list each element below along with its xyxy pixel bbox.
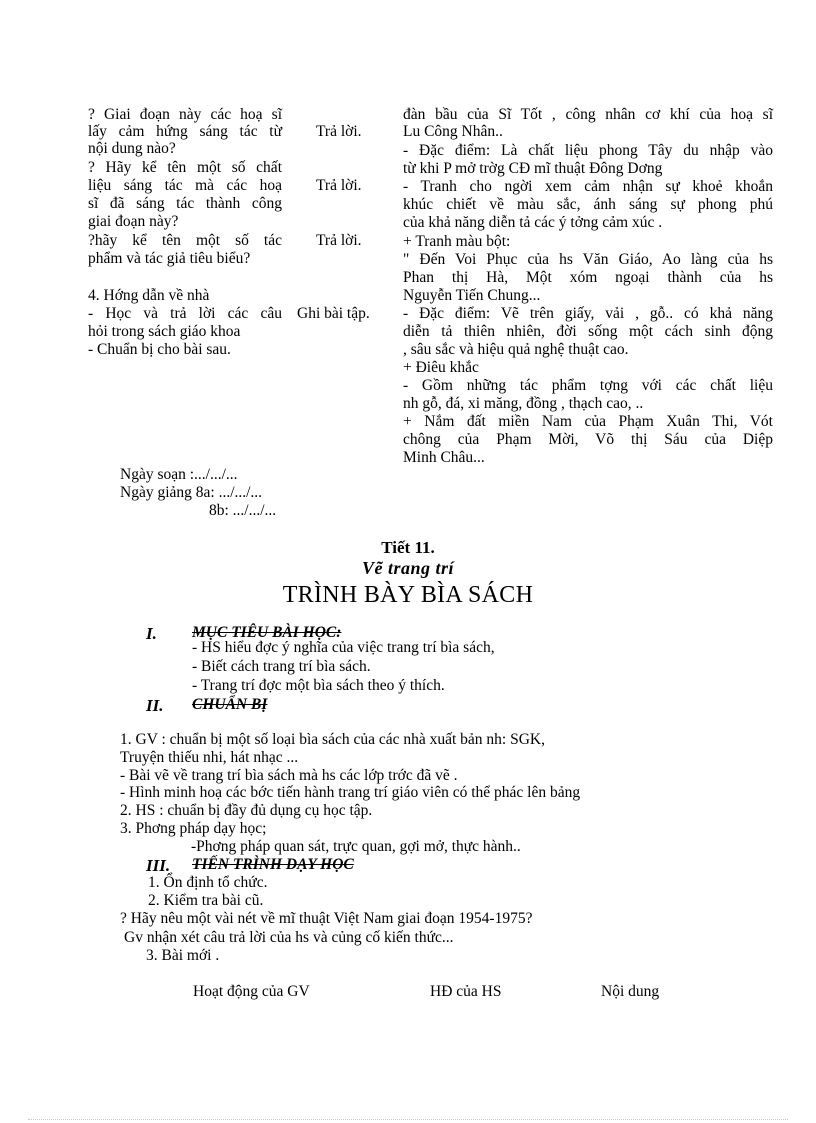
content-line: của khả năng diễn tả các ý tởng cảm xúc . [403, 214, 663, 231]
procedure-line: 2. Kiểm tra bài cũ. [148, 892, 264, 909]
content-line: " Đến Voi Phục của hs Văn Giáo, Ao làng của hs [403, 251, 773, 268]
preparation-line: 2. HS : chuẩn bị đầy đủ dụng cụ học tập. [120, 802, 373, 819]
homework-heading: 4. Hớng dẫn về nhà [88, 287, 210, 304]
section-title: TIẾN TRÌNH DẠY HỌC [192, 856, 354, 873]
question-line: sĩ đã sáng tác thành công [88, 195, 282, 212]
objective-item: - Trang trí đợc một bìa sách theo ý thích. [192, 677, 445, 694]
content-line: nh gỗ, đá, xi măng, đồng , thạch cao, .. [403, 395, 644, 412]
content-line: - Đặc điểm: Là chất liệu phong Tây du nhập vào [403, 142, 773, 159]
content-line: + Tranh màu bột: [403, 233, 511, 250]
procedure-line: ? Hãy nêu một vài nét về mĩ thuật Việt Nam giai đoạn 1954-1975? [120, 910, 533, 927]
preparation-date: Ngày soạn :.../.../... [120, 466, 238, 483]
teaching-date-8b: 8b: .../.../... [209, 502, 277, 519]
column-header-teacher: Hoạt động của GV [193, 983, 310, 1000]
preparation-line: 3. Phơng pháp dạy học; [120, 820, 267, 837]
preparation-line: 1. GV : chuẩn bị một số loại bìa sách của các nhà xuất bản nh: SGK, [120, 731, 546, 748]
question-line: ? Giai đoạn này các hoạ sĩ [88, 106, 282, 123]
teaching-date-8a: Ngày giảng 8a: .../.../... [120, 484, 263, 501]
procedure-line: 1. Ổn định tổ chức. [148, 874, 268, 891]
homework-line: - Chuẩn bị cho bài sau. [88, 341, 231, 358]
homework-line: hỏi trong sách giáo khoa [88, 323, 241, 340]
question-line: phẩm và tác giả tiêu biểu? [88, 250, 251, 267]
question-line: nội dung nào? [88, 140, 176, 157]
content-line: chông của Phạm Mời, Võ thị Sáu của Diệp [403, 431, 773, 448]
student-answer: Ghi bài tập. [297, 305, 370, 322]
content-line: Minh Châu... [403, 449, 485, 466]
procedure-line: Gv nhận xét câu trả lời của hs và củng cố kiến thức... [124, 929, 454, 946]
content-line: từ khi P mở trờg CĐ mĩ thuật Đông Dơng [403, 160, 663, 177]
content-line: + Điêu khắc [403, 359, 479, 376]
question-line: lấy cảm hứng sáng tác từ [88, 123, 282, 140]
content-line: - Đặc điểm: Vẽ trên giấy, vải , gỗ.. có khả năng [403, 305, 773, 322]
student-answer: Trả lời. [316, 232, 362, 249]
content-line: - Tranh cho ngời xem cảm nhận sự khoẻ khoắn [403, 178, 773, 195]
content-line: + Nắm đất miền Nam của Phạm Xuân Thi, Vót [403, 413, 773, 430]
objective-item: - Biết cách trang trí bìa sách. [192, 658, 371, 675]
section-title: CHUẨN BỊ [192, 696, 268, 713]
preparation-line: Truyện thiếu nhi, hát nhạc ... [120, 749, 299, 766]
section-number: I. [146, 624, 157, 643]
content-line: , sâu sắc và hiệu quả nghệ thuật cao. [403, 341, 629, 358]
lesson-title: TRÌNH BÀY BÌA SÁCH [282, 582, 534, 608]
preparation-line: - Hình minh hoạ các bớc tiến hành trang trí giáo viên có thể phác lên bảng [120, 784, 581, 801]
preparation-line: -Phơng pháp quan sát, trực quan, gợi mở, thực hành.. [191, 838, 521, 855]
content-line: - Gồm những tác phẩm tợng với các chất liệu [403, 377, 773, 394]
section-title: MỤC TIÊU BÀI HỌC: [192, 624, 342, 641]
section-number: II. [146, 696, 164, 715]
question-line: giai đoạn này? [88, 213, 179, 230]
lesson-subject: Vẽ trang trí [361, 558, 455, 578]
column-header-content: Nội dung [601, 983, 660, 1000]
question-line: ?hãy kể tên một số tác [88, 232, 282, 249]
question-line: ? Hãy kể tên một số chất [88, 159, 282, 176]
student-answer: Trả lời. [316, 177, 362, 194]
content-line: Lu Công Nhân.. [403, 123, 503, 140]
homework-line: - Học và trả lời các câu [88, 305, 282, 322]
procedure-line: 3. Bài mới . [146, 947, 220, 964]
question-line: liệu sáng tác mà các hoạ [88, 177, 282, 194]
column-header-student: HĐ của HS [430, 983, 502, 1000]
student-answer: Trả lời. [316, 123, 362, 140]
objective-item: - HS hiểu đợc ý nghĩa của việc trang trí bìa sách, [192, 639, 495, 656]
section-number: III. [146, 856, 171, 875]
content-line: diễn tả thiên nhiên, đời sống một cách sinh động [403, 323, 773, 340]
preparation-line: - Bài vẽ về trang trí bìa sách mà hs các lớp trớc đã vẽ . [120, 767, 458, 784]
content-line: Nguyễn Tiến Chung... [403, 287, 541, 304]
page-bottom-divider [28, 1119, 788, 1120]
content-line: đàn bầu của Sĩ Tốt , công nhân cơ khí của hoạ sĩ [403, 106, 773, 123]
content-line: khúc chiết về màu sắc, ánh sáng sự phong phú [403, 196, 773, 213]
content-line: Phan thị Hà, Một xóm ngoại thành của hs [403, 269, 773, 286]
lesson-number: Tiết 11. [381, 538, 435, 557]
